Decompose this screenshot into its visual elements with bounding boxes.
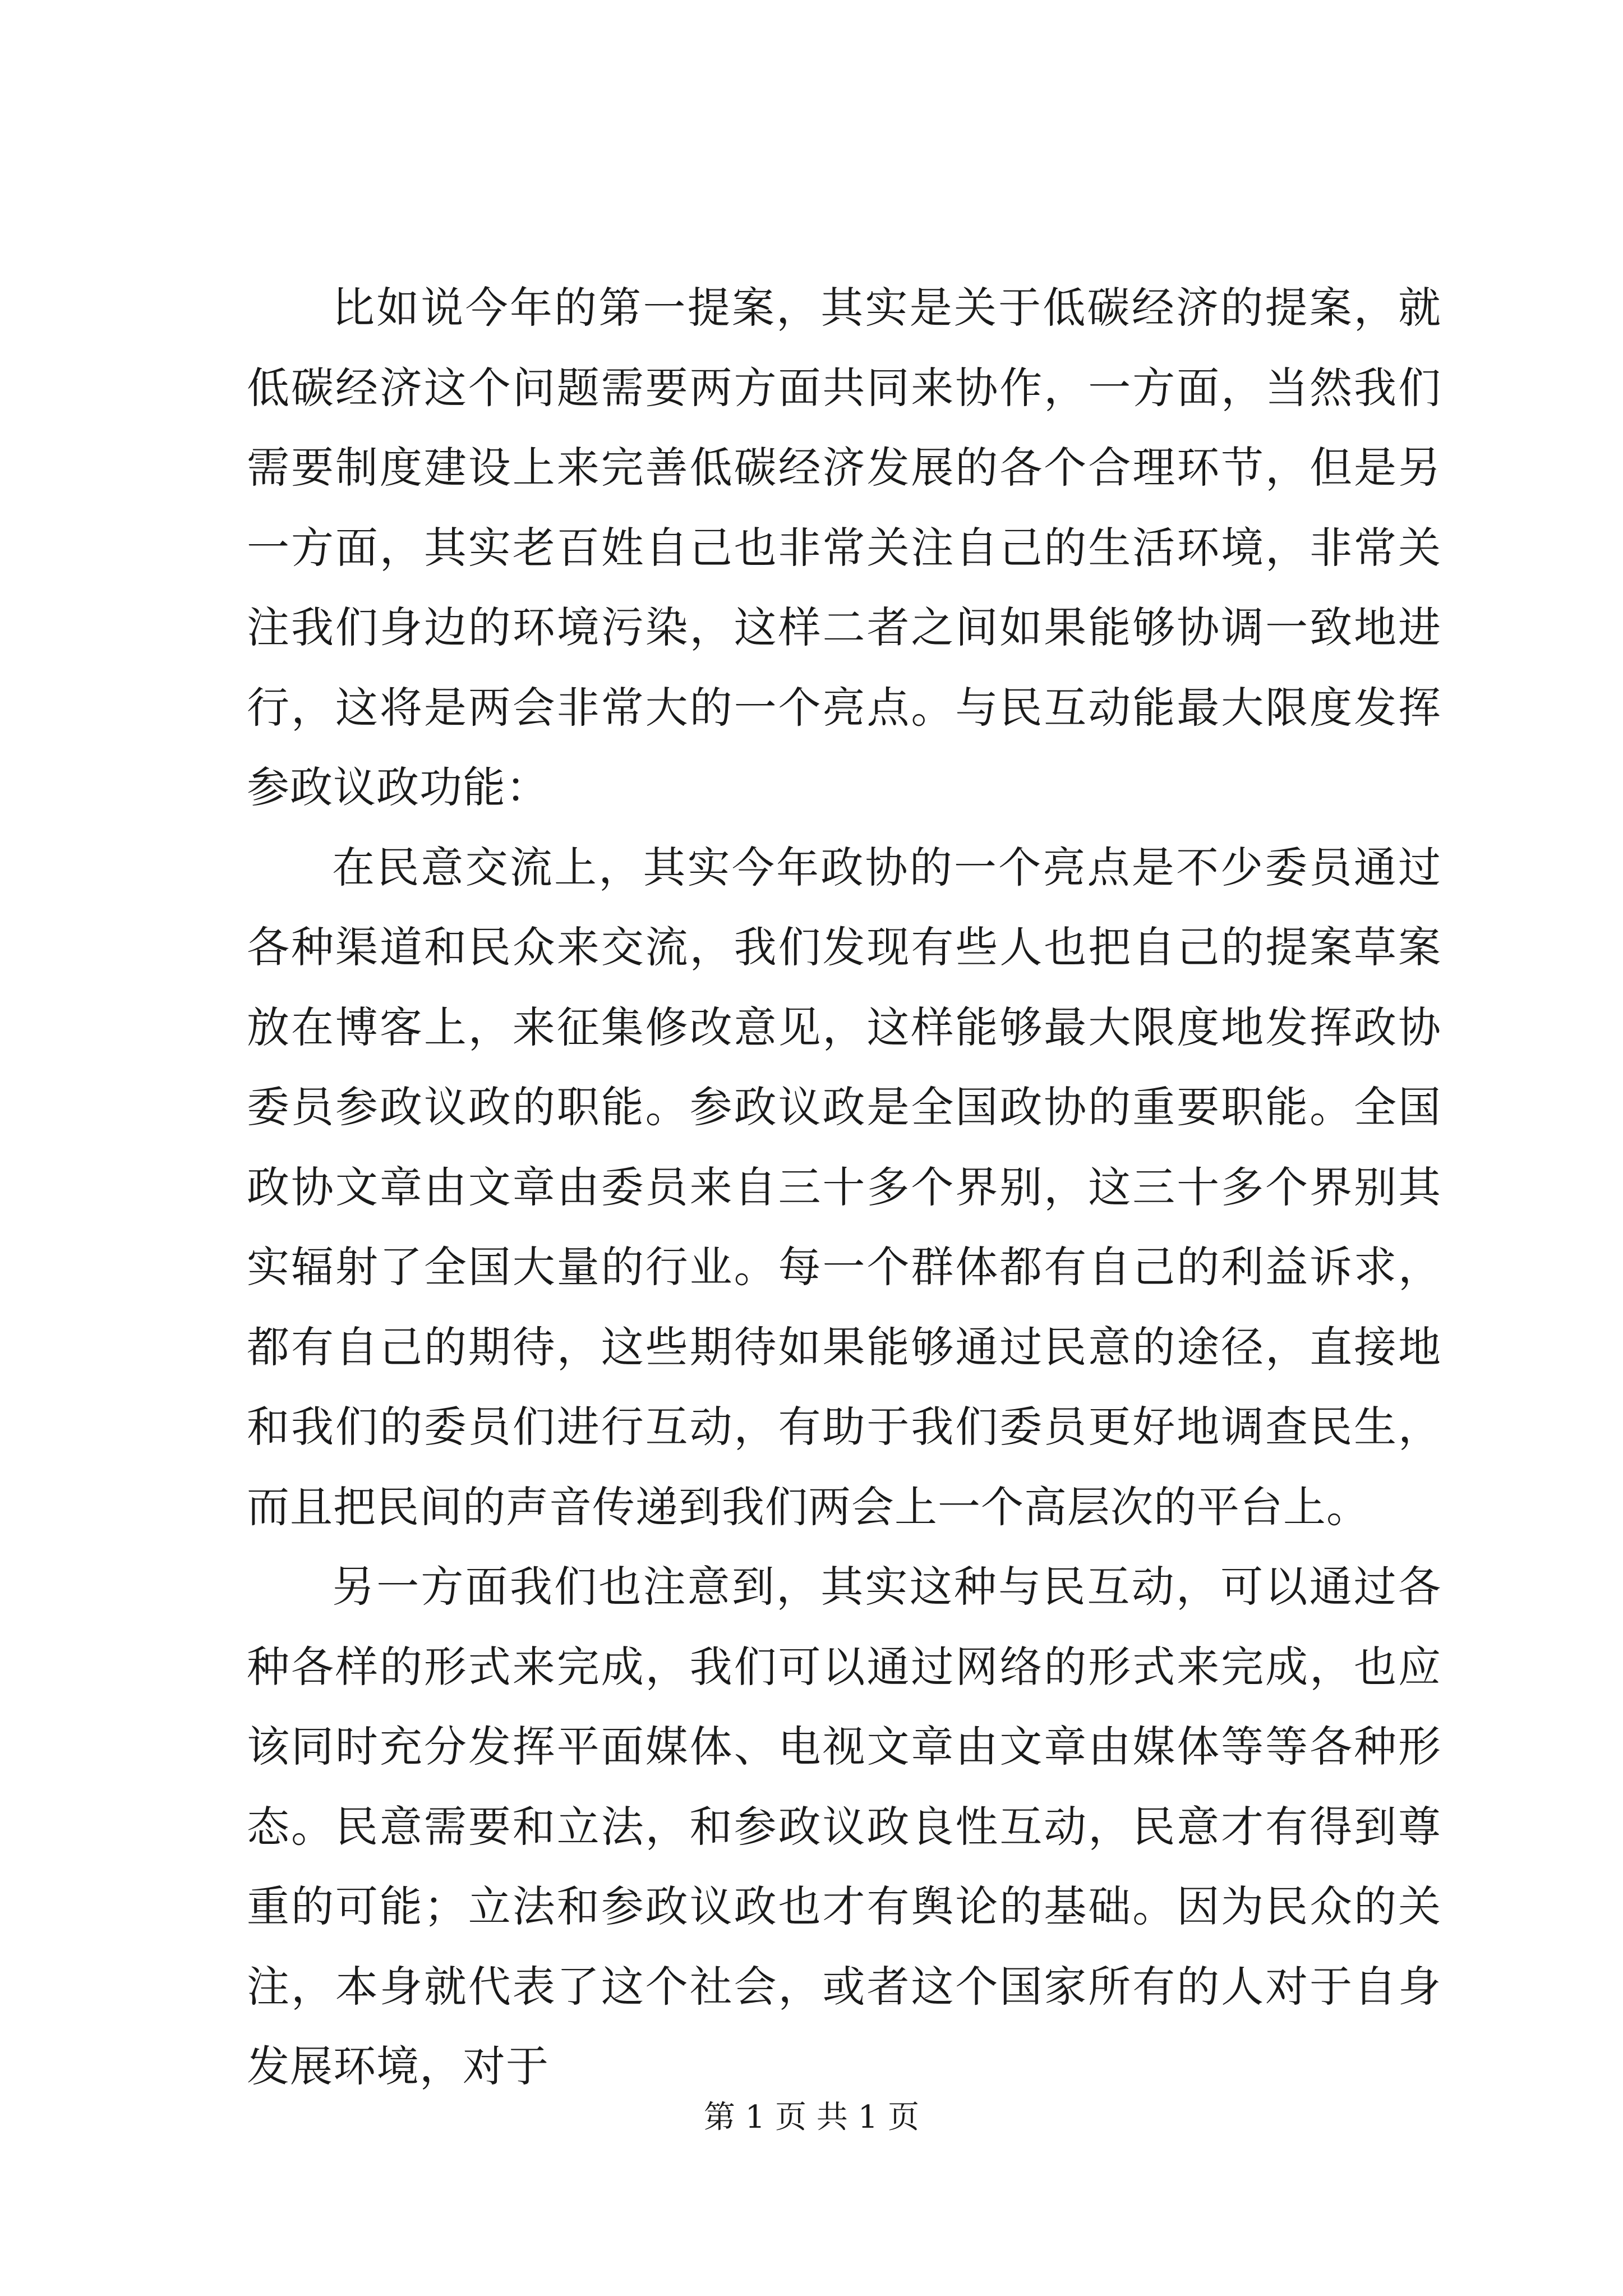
page-footer: 第 1 页 共 1 页 [703,2099,920,2136]
paragraph-3: 另一方面我们也注意到，其实这种与民互动，可以通过各种各样的形式来完成，我们可以通过网络的形式来完成，也应该同时充分发挥平面媒体、电视文章由文章由媒体等等各种形态。民意需要和立法，和参政议政良性互动，民意才有得到尊重的可能；立法和参政议政也才有舆论的基础。因为民众的关注，本身就代表了这个社会，或者这个国家所有的人对于自身发展环境，对于 [247,1562,1441,2091]
paragraph-2: 在民意交流上，其实今年政协的一个亮点是不少委员通过各种渠道和民众来交流，我们发现有些人也把自己的提案草案放在博客上，来征集修改意见，这样能够最大限度地发挥政协委员参政议政的职能。参政议政是全国政协的重要职能。全国政协文章由文章由委员来自三十多个界别，这三十多个界别其实辐射了全国大量的行业。每一个群体都有自己的利益诉求，都有自己的期待，这些期待如果能够通过民意的途径，直接地和我们的委员们进行互动，有助于我们委员更好地调查民生，而且把民间的声音传递到我们两会上一个高层次的平台上。 [247,842,1441,1532]
document-body [247,268,1441,2107]
paragraph-1: 比如说今年的第一提案，其实是关于低碳经济的提案，就低碳经济这个问题需要两方面共同来协作，一方面，当然我们需要制度建设上来完善低碳经济发展的各个合理环节，但是另一方面，其实老百姓自己也非常关注自己的生活环境，非常关注我们身边的环境污染，这样二者之间如果能够协调一致地进行，这将是两会非常大的一个亮点。与民互动能最大限度发挥参政议政功能： [247,283,1441,812]
